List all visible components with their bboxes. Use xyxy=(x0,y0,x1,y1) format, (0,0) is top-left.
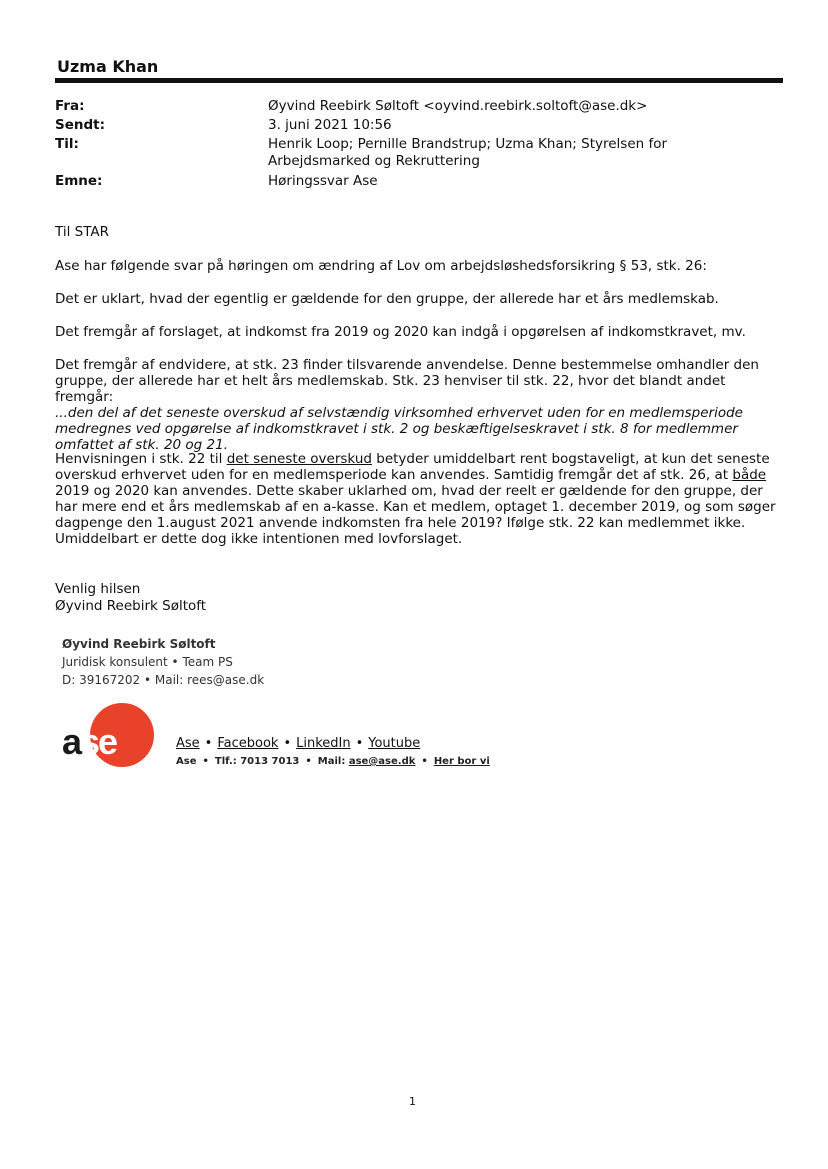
paragraph-4-quote: ...den del af det seneste overskud af selvstændig virksomhed erhvervet uden for en medlemsperiode medregnes ved opgørelse af indkomstkravet i stk. 2 og beskæftigelseskravet i stk. 8 for medlemmer omfattet af stk. 20 og 21. xyxy=(55,405,743,453)
footer-links xyxy=(176,736,420,751)
separator-dot: • xyxy=(204,736,213,751)
link-linkedin[interactable]: LinkedIn xyxy=(296,736,351,751)
greeting: Til STAR xyxy=(55,224,110,240)
sent-value: 3. juni 2021 10:56 xyxy=(268,117,392,133)
paragraph-4-text: Det fremgår af endvidere, at stk. 23 finder tilsvarende anvendelse. Denne bestemmelse omhandler den gruppe, der allerede har et helt års medlemskab. Stk. 23 henviser til stk. 22, hvor det blandt andet fremgår: xyxy=(55,357,759,405)
separator-dot: • xyxy=(202,756,209,767)
contact-mail-link[interactable]: ase@ase.dk xyxy=(348,756,416,767)
paragraph-3: Det fremgår af forslaget, at indkomst fra 2019 og 2020 kan indgå i opgørelsen af indkomstkravet, mv. xyxy=(55,324,746,340)
paragraph-5-underline-1: det seneste overskud xyxy=(226,451,372,467)
paragraph-5-b: betyder umiddelbart rent bogstaveligt, at kun det seneste overskud erhvervet uden for en medlemsperiode kan anvendes. Samtidig fremgår det af stk. 26, at xyxy=(55,451,770,483)
paragraph-5-c: 2019 og 2020 kan anvendes. Dette skaber uklarhed om, hvad der reelt er gældende for den gruppe, der har mere end et års medlemskab af en a-kasse. Kan et medlem, optaget 1. december 2019, og som søger dagpenge den 1.august 2021 anvende indkomsten fra hele 2019? Ifølge stk. 22 kan medlemmet ikke. Umiddelbart er dette dog ikke intentionen med lovforslaget. xyxy=(55,483,776,547)
from-value: Øyvind Reebirk Søltoft <oyvind.reebirk.soltoft@ase.dk> xyxy=(268,98,648,114)
contact-map-link[interactable]: Her bor vi xyxy=(433,756,490,767)
separator-dot: • xyxy=(305,756,312,767)
ase-logo xyxy=(60,702,160,772)
closing: Venlig hilsen xyxy=(55,581,141,597)
logo-text: ase xyxy=(62,721,117,762)
footer-contact xyxy=(176,756,490,767)
contact-ase: Ase xyxy=(176,756,197,767)
contact-mail-label: Mail: xyxy=(317,756,349,767)
contact-phone: Tlf.: 7013 7013 xyxy=(214,756,300,767)
subject-value: Høringssvar Ase xyxy=(268,173,378,189)
owner-name: Uzma Khan xyxy=(57,57,159,76)
signature-title: Juridisk konsulent • Team PS xyxy=(62,655,233,669)
link-youtube[interactable]: Youtube xyxy=(368,736,421,751)
link-ase[interactable]: Ase xyxy=(176,736,200,751)
link-facebook[interactable]: Facebook xyxy=(217,736,279,751)
page-number: 1 xyxy=(409,1095,416,1108)
separator-dot: • xyxy=(421,756,428,767)
to-label: Til: xyxy=(55,136,79,152)
paragraph-2: Det er uklart, hvad der egentlig er gældende for den gruppe, der allerede har et års medlemskab. xyxy=(55,291,719,307)
closing-name: Øyvind Reebirk Søltoft xyxy=(55,598,207,614)
subject-label: Emne: xyxy=(55,173,103,189)
signature-contact: D: 39167202 • Mail: rees@ase.dk xyxy=(62,673,265,687)
paragraph-4 xyxy=(55,357,783,453)
separator-dot: • xyxy=(283,736,292,751)
header-rule xyxy=(55,78,783,83)
paragraph-5-a: Henvisningen i stk. 22 til xyxy=(55,451,227,467)
paragraph-5-underline-2: både xyxy=(732,467,767,483)
from-label: Fra: xyxy=(55,98,85,114)
sent-label: Sendt: xyxy=(55,117,106,133)
separator-dot: • xyxy=(355,736,364,751)
signature-name: Øyvind Reebirk Søltoft xyxy=(62,637,216,651)
to-value: Henrik Loop; Pernille Brandstrup; Uzma Khan; Styrelsen for Arbejdsmarked og Rekruttering xyxy=(268,136,668,169)
paragraph-5 xyxy=(55,451,783,547)
paragraph-1: Ase har følgende svar på høringen om ændring af Lov om arbejdsløshedsforsikring § 53, stk. 26: xyxy=(55,258,707,274)
